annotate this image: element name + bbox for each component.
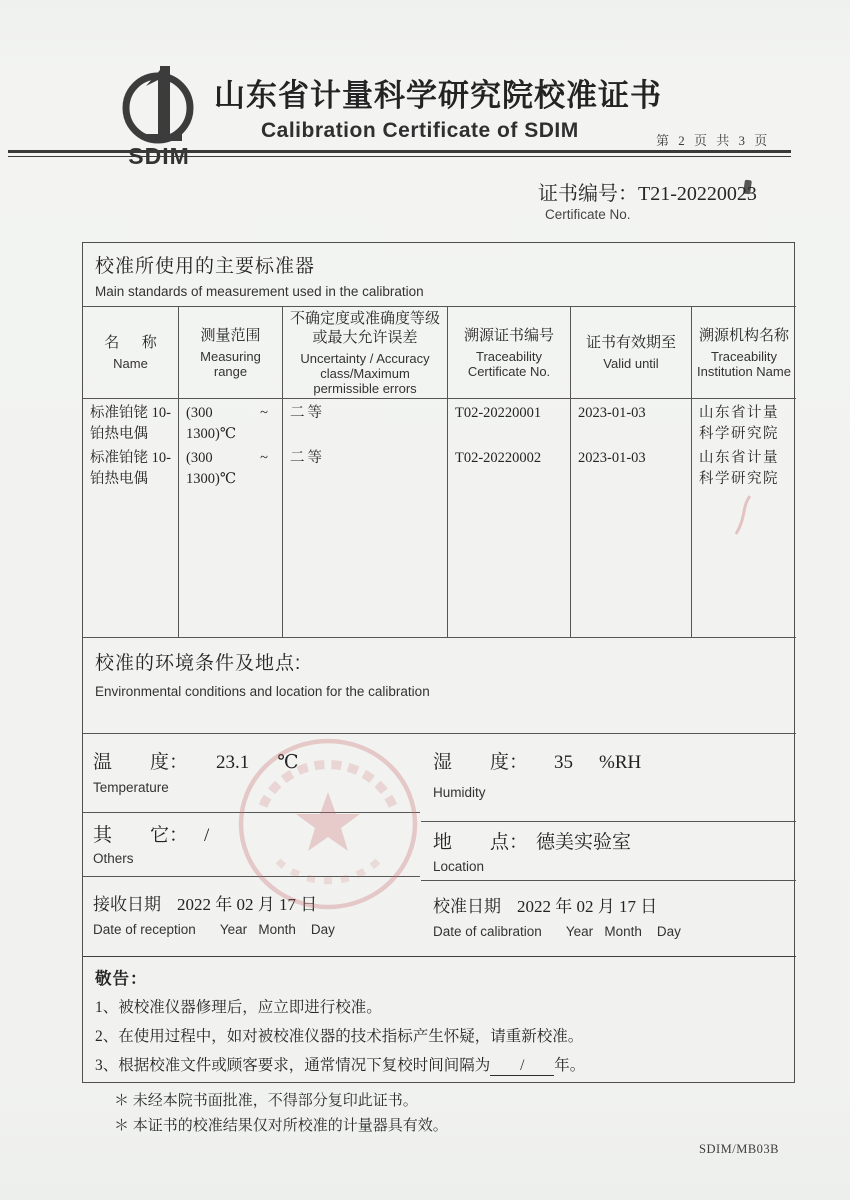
col-header-name xyxy=(83,307,179,398)
standards-title-en: Main standards of measurement used in the calibration xyxy=(95,284,424,299)
humidity-cell xyxy=(421,734,796,822)
col-header-uncertainty-cn: 不确定度或准确度等级或最大允许误差 xyxy=(289,310,440,346)
col-header-range-cn: 测量范围 xyxy=(200,327,261,344)
others-value: / xyxy=(204,825,210,846)
standards-title-cn: 校准所使用的主要标准器 xyxy=(95,256,316,277)
column-name xyxy=(83,399,179,637)
calibration-date-sub-en: Year Month Day xyxy=(565,924,681,939)
col-header-institution-en: Traceability Institution Name xyxy=(697,348,791,379)
temperature-label-cn: 温 度： xyxy=(93,752,189,773)
row1-trace-no: T02-20220001 xyxy=(455,405,542,421)
certificate-number-label-en: Certificate No. xyxy=(545,207,631,222)
row2-name: 标准铂铑 10-铂热电偶 xyxy=(90,450,171,487)
col-header-valid-until-en: Valid until xyxy=(603,356,659,371)
calibration-date-cell xyxy=(421,881,796,956)
calibration-date-label-cn: 校准日期 xyxy=(433,897,501,916)
row2-institution: 山东省计量科学研究院 xyxy=(699,450,779,487)
others-cell xyxy=(83,813,420,877)
reception-date-cell xyxy=(83,877,420,956)
notice-title: 敬告： xyxy=(95,969,148,988)
row1-institution: 山东省计量科学研究院 xyxy=(699,405,779,442)
humidity-label-en: Humidity xyxy=(433,785,486,800)
col-header-institution-cn: 溯源机构名称 xyxy=(698,327,789,344)
header-divider xyxy=(8,150,791,157)
row2-trace-no: T02-20220002 xyxy=(455,450,542,466)
main-content-box xyxy=(82,242,795,1083)
row2-accuracy: 二等 xyxy=(290,450,325,466)
form-number: SDIM/MB03B xyxy=(699,1142,780,1156)
notice-item-3-blank: / xyxy=(490,1056,554,1076)
reception-date-sub-en: Year Month Day xyxy=(219,922,335,937)
row1-range-close: 1300)℃ xyxy=(186,426,237,442)
notice-item-3-suffix: 年。 xyxy=(554,1057,586,1074)
temperature-cell xyxy=(83,734,420,813)
temperature-value: 23.1 xyxy=(216,752,250,773)
dates-bottom-divider xyxy=(83,956,796,957)
reception-date-label-cn: 接收日期 xyxy=(93,895,161,914)
col-header-range xyxy=(179,307,283,398)
standards-table-header xyxy=(83,306,796,399)
svg-text:SDIM: SDIM xyxy=(128,143,190,168)
calibration-date-label-en: Date of calibration xyxy=(433,924,542,939)
row2-range-open: (300 xyxy=(186,450,213,466)
footer-note-2: ＊ 本证书的校准结果仅对所校准的计量器具有效。 xyxy=(114,1118,448,1134)
col-header-institution xyxy=(692,307,796,398)
environment-title-cn: 校准的环境条件及地点: xyxy=(95,653,302,674)
humidity-label-cn: 湿 度： xyxy=(433,752,529,773)
notice-item-3 xyxy=(95,1056,775,1076)
notice-item-3-prefix: 3、根据校准文件或顾客要求，通常情况下复校时间间隔为 xyxy=(95,1057,491,1074)
certificate-number-line xyxy=(538,177,757,206)
row2-range-tilde: ~ xyxy=(260,450,268,466)
row1-range xyxy=(179,403,282,448)
row1-name: 标准铂铑 10-铂热电偶 xyxy=(90,405,171,442)
column-institution xyxy=(692,399,796,637)
col-header-uncertainty xyxy=(283,307,448,398)
others-label-cn: 其 它： xyxy=(93,825,189,846)
col-header-valid-until xyxy=(571,307,692,398)
temperature-unit: ℃ xyxy=(277,752,299,773)
column-accuracy xyxy=(283,399,448,637)
col-header-trace-no-en: Traceability Certificate No. xyxy=(467,348,551,379)
row1-accuracy: 二等 xyxy=(290,405,325,421)
col-header-name-en: Name xyxy=(113,356,148,371)
calibration-date-value: 2022 年 02 月 17 日 xyxy=(517,897,658,916)
notice-section xyxy=(95,965,775,1076)
standards-section-title xyxy=(95,251,424,299)
page-title-en: Calibration Certificate of SDIM xyxy=(261,119,579,142)
col-header-name-cn: 名 称 xyxy=(104,335,157,351)
col-header-trace-no-cn: 溯源证书编号 xyxy=(463,327,554,344)
row2-range-close: 1300)℃ xyxy=(186,471,237,487)
standards-table-body xyxy=(83,399,796,638)
location-cell xyxy=(421,822,796,881)
others-label-en: Others xyxy=(93,851,134,866)
reception-date-value: 2022 年 02 月 17 日 xyxy=(177,895,318,914)
page-number: 第 2 页 共 3 页 xyxy=(656,133,771,148)
column-valid-until xyxy=(571,399,692,637)
column-range xyxy=(179,399,283,637)
humidity-value: 35 xyxy=(554,752,574,773)
page-title-cn: 山东省计量科学研究院校准证书 xyxy=(214,78,662,113)
standards-table xyxy=(83,306,796,638)
notice-item-1: 1、被校准仪器修理后，应立即进行校准。 xyxy=(95,999,382,1016)
row2-valid-until: 2023-01-03 xyxy=(578,450,646,466)
environment-section-title xyxy=(83,638,796,734)
location-value: 德美实验室 xyxy=(536,832,632,853)
location-label-en: Location xyxy=(433,859,485,874)
reception-date-label-en: Date of reception xyxy=(93,922,196,937)
certificate-number-label-cn: 证书编号： xyxy=(538,183,638,205)
certificate-number-value: T21-20220023 xyxy=(638,183,757,205)
row1-range-open: (300 xyxy=(186,405,213,421)
col-header-uncertainty-en: Uncertainty / Accuracy class/Maximum permissible errors xyxy=(300,350,430,396)
col-header-range-en: Measuring range xyxy=(200,348,261,379)
humidity-unit: %RH xyxy=(599,752,642,773)
row1-range-tilde: ~ xyxy=(260,405,268,421)
col-header-trace-no xyxy=(448,307,571,398)
temperature-label-en: Temperature xyxy=(93,780,169,795)
column-trace-no xyxy=(448,399,571,637)
row2-range xyxy=(179,448,282,493)
notice-item-2: 2、在使用过程中，如对被校准仪器的技术指标产生怀疑，请重新校准。 xyxy=(95,1028,584,1045)
location-label-cn: 地 点： xyxy=(433,832,529,853)
col-header-valid-until-cn: 证书有效期至 xyxy=(585,335,676,351)
footer-note-1: ＊ 未经本院书面批准，不得部分复印此证书。 xyxy=(114,1093,418,1109)
row1-valid-until: 2023-01-03 xyxy=(578,405,646,421)
environment-title-en: Environmental conditions and location for the calibration xyxy=(95,684,430,699)
